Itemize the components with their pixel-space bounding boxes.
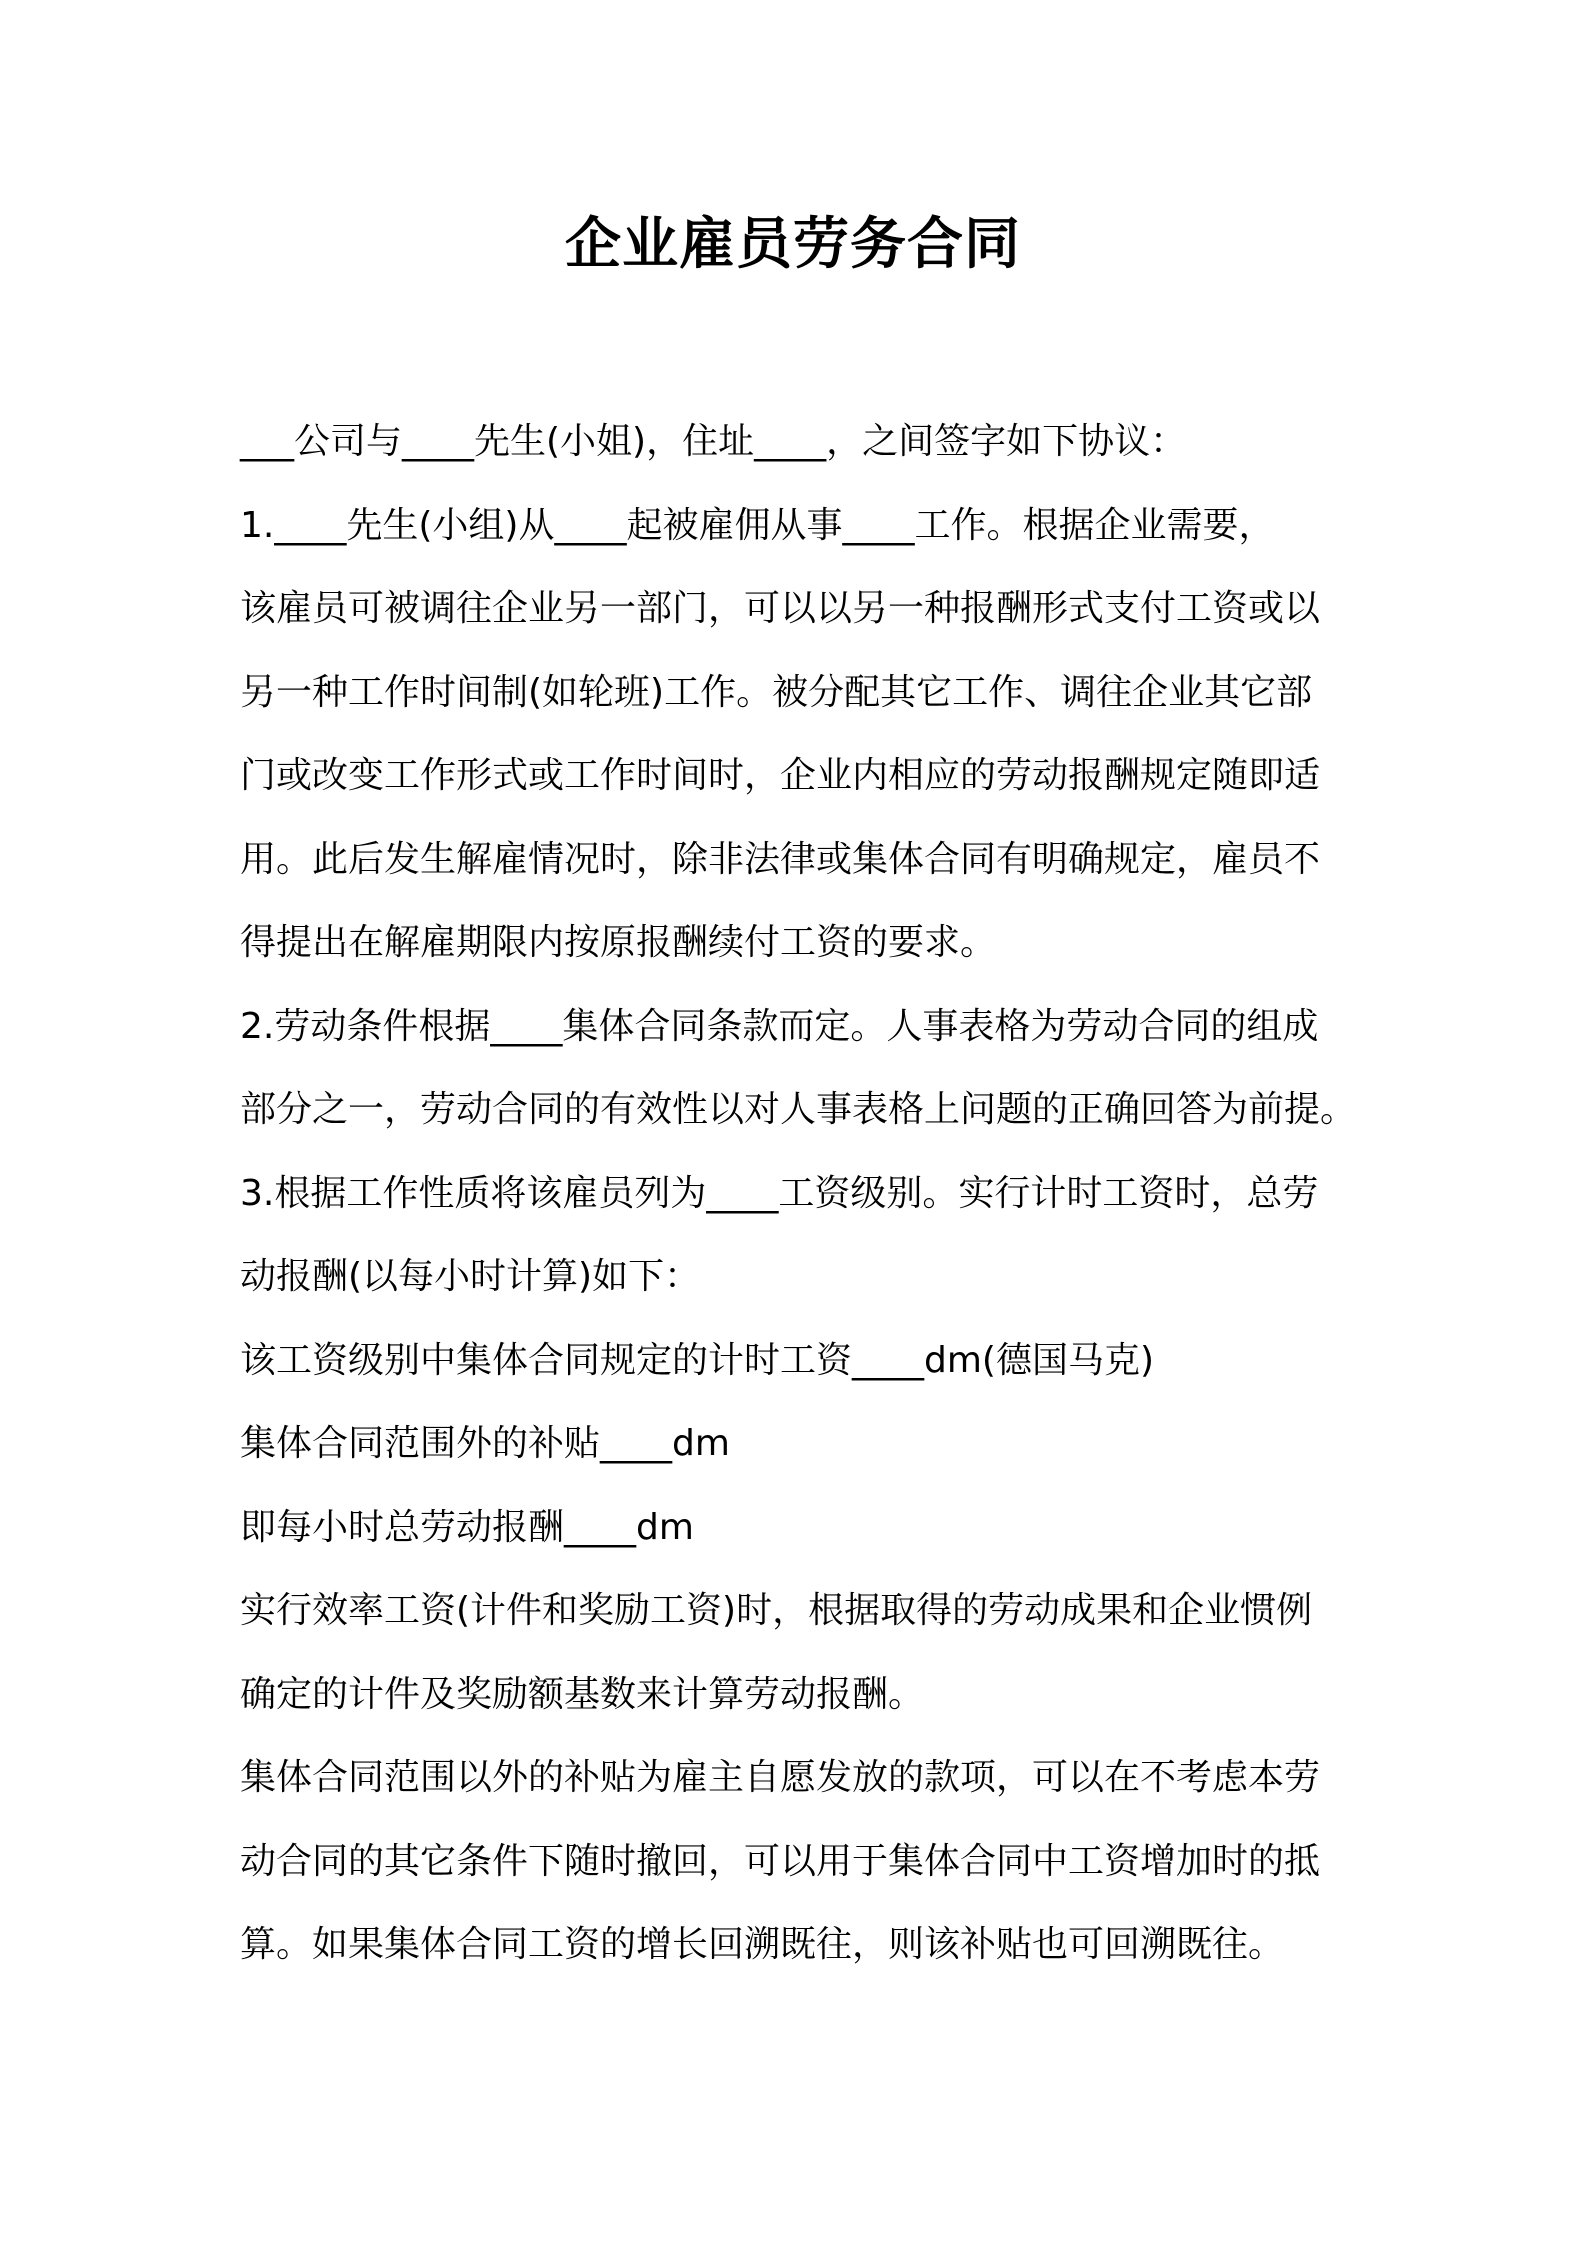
text-line-11: 动报酬(以每小时计算)如下：: [240, 1256, 701, 1297]
text-line-17: 集体合同范围以外的补贴为雇主自愿发放的款项，可以在不考虑本劳: [240, 1757, 1321, 1798]
text-line-7: 得提出在解雇期限内按原报酬续付工资的要求。: [240, 922, 997, 963]
document-title: 企业雇员劳务合同: [565, 212, 1021, 277]
text-line-1: ___公司与____先生(小姐)，住址____，之间签字如下协议：: [240, 421, 1187, 462]
text-line-15: 实行效率工资(计件和奖励工资)时，根据取得的劳动成果和企业惯例: [240, 1590, 1313, 1631]
text-line-5: 门或改变工作形式或工作时间时，企业内相应的劳动报酬规定随即适: [240, 755, 1321, 796]
text-line-16: 确定的计件及奖励额基数来计算劳动报酬。: [240, 1673, 925, 1715]
text-line-13: 集体合同范围外的补贴____dm: [240, 1423, 730, 1464]
text-line-18: 动合同的其它条件下随时撤回，可以用于集体合同中工资增加时的抵: [240, 1840, 1321, 1882]
text-line-3: 该雇员可被调往企业另一部门，可以以另一种报酬形式支付工资或以: [240, 588, 1321, 629]
text-line-14: 即每小时总劳动报酬____dm: [240, 1506, 694, 1548]
text-line-19: 算。如果集体合同工资的增长回溯既往，则该补贴也可回溯既往。: [240, 1924, 1285, 1965]
text-line-10: 3.根据工作性质将该雇员列为____工资级别。实行计时工资时，总劳: [240, 1172, 1319, 1214]
text-line-6: 用。此后发生解雇情况时，除非法律或集体合同有明确规定，雇员不: [240, 838, 1321, 880]
text-line-12: 该工资级别中集体合同规定的计时工资____dm(德国马克): [240, 1339, 1155, 1381]
document-body: [240, 400, 1366, 1987]
text-line-4: 另一种工作时间制(如轮班)工作。被分配其它工作、调往企业其它部: [240, 671, 1313, 713]
text-line-9: 部分之一，劳动合同的有效性以对人事表格上问题的正确回答为前提。: [240, 1089, 1357, 1130]
text-line-2: 1.____先生(小组)从____起被雇佣从事____工作。根据企业需要，: [240, 504, 1275, 546]
text-line-8: 2.劳动条件根据____集体合同条款而定。人事表格为劳动合同的组成: [240, 1005, 1319, 1047]
